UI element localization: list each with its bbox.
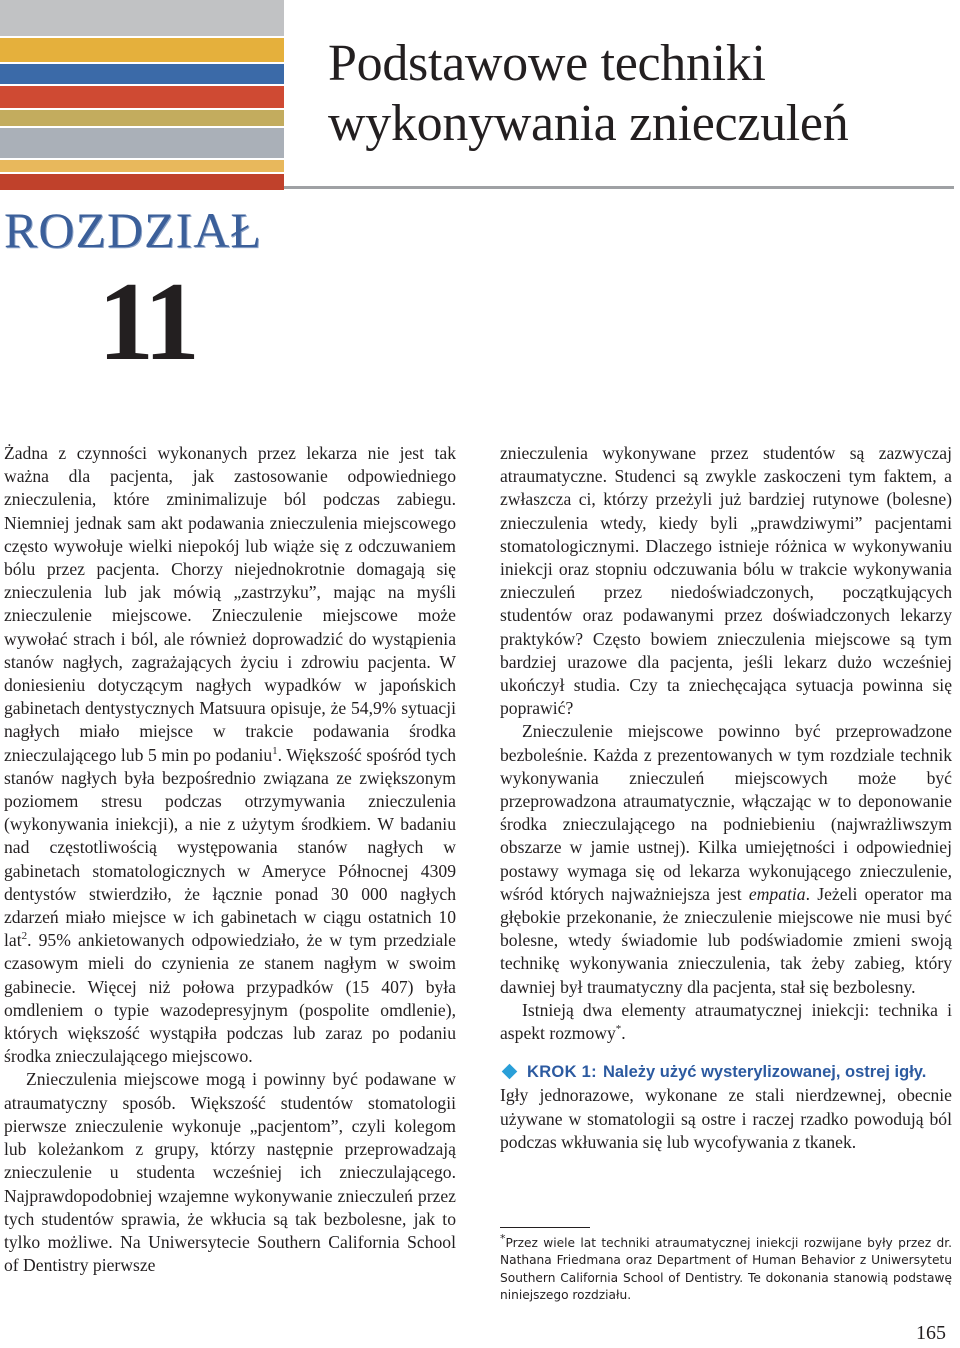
footnote-divider xyxy=(500,1227,590,1228)
text-run: . 95% ankietowanych odpowiedziało, że w tym przedziale czasowym mieli do czynienia ze stanem nagłym w swoim gabinecie. Więcej niż połowa przypadków (15 407) była omdleniem o typie wazodepresyjnym (pospolite omdlenie), których większość wystąpiła podczas lub zaraz po podaniu środka znieczulającego miejscowo. xyxy=(4,930,456,1067)
page-number: 165 xyxy=(916,1322,946,1344)
text-run: . Jeżeli operator ma głębokie przekonanie, że znieczulenie miejscowe nie musi być bolesne, wtedy świadomie lub podświadomie zmieni swoją technikę wykonywania znieczulenia, tak żeby zabieg, który dawniej był traumatyczny dla pacjenta, stał się bezbolesny. xyxy=(500,883,952,997)
stripe xyxy=(0,86,284,108)
chapter-title-line: wykonywania znieczuleń xyxy=(328,95,849,152)
stripe xyxy=(0,0,284,36)
chapter-title xyxy=(328,34,948,154)
paragraph xyxy=(4,442,456,1068)
text-run: Znieczulenie miejscowe powinno być przeprowadzone bezboleśnie. Każda z prezentowanych w tym rozdziale technik wykonywania znieczuleń miejscowych może być przeprowadzona atraumatycznie, włączając w to deponowanie środka znieczulającego na podniebieniu (najwrażliwszym obszarze w jamie ustnej). Kilka umiejętności i odpowiedniej postawy wymaga się od lekarza wykonującego znieczulenie, wśród których najważniejsza jest xyxy=(500,721,952,904)
stripe xyxy=(0,160,284,172)
paragraph: Znieczulenia miejscowe mogą i powinny być podawane w atraumatyczny sposób. Większość studentów stomatologii pierwsze znieczulenie wykonuje „pacjentom”, czyli kolegom lub koleżankom z grupy, którzy następnie przeprowadzają znieczulenie u studenta wcześniej ich znieczulającego. Najprawdopodobniej wzajemne wykonywanie znieczuleń przez tych studentów sprawia, że wkłucia są tak bezbolesne, jak to tylko możliwe. Na Uniwersytecie Southern California School of Dentistry pierwsze xyxy=(4,1069,456,1276)
text-run: Żadna z czynności wykonanych przez lekarza nie jest tak ważna dla pacjenta, jak zastosowanie odpowiedniego znieczulenia, które zminimalizuje ból podczas zabiegu. Niemniej jednak sam akt podawania znieczulenia miejscowego często wywołuje wielki niepokój lub wiąże się z odczuwaniem bólu przez pacjenta. Chorzy niejednokrotnie domagają się znieczulenia lub jak mówią „zastrzyku”, mając na myśli znieczulenie miejscowe. Znieczulenie miejscowe może wywołać strach i ból, ale również doprowadzić do wystąpienia stanów nagłych, zagrażających życiu i zdrowiu pacjenta. W doniesieniu dotyczącym nagłych wypadków w japońskich gabinetach dentystycznych Matsuura opisuje, że 54,9% sytuacji nagłych miało miejsce w trakcie podawania środka znieczulającego lub 5 min po podaniu xyxy=(4,443,456,765)
paragraph xyxy=(500,720,952,998)
stripe xyxy=(0,128,284,158)
step-label: KROK 1: xyxy=(527,1063,597,1082)
step-title: Należy użyć wysterylizowanej, ostrej igły. xyxy=(602,1063,927,1082)
footnote-text: Przez wiele lat techniki atraumatycznej iniekcji rozwijane były przez dr. Nathana Friedmana oraz Department of Human Behavior z Uniwersytetu Southern California School of Dentistry. Te dokonania stanowią podstawę niniejszego rozdziału. xyxy=(500,1236,952,1303)
chapter-number: 11 xyxy=(98,260,196,384)
right-column xyxy=(500,442,952,1154)
text-run: . Większość spośród tych stanów nagłych była bezpośrednio związana ze zwiększonym poziomem stresu podczas otrzymywania znieczulenia (wykonywania iniekcji), a nie z użytym środkiem. W badaniu nad częstotliwością występowania stanów nagłych w gabinetach stomatologicznych w Ameryce Północnej 4309 dentystów stwierdziło, że łącznie ponad 30 000 nagłych zdarzeń miało miejsce w ich gabinetach w ciągu ostatnich 10 lat xyxy=(4,744,456,951)
chapter-label: ROZDZIAŁ xyxy=(4,202,262,258)
stripe xyxy=(0,110,284,126)
left-column xyxy=(4,442,456,1277)
paragraph xyxy=(500,999,952,1045)
citation-ref: 2 xyxy=(21,930,28,943)
citation-ref: 1 xyxy=(272,744,278,757)
footnote-ref: * xyxy=(615,1023,622,1036)
text-run: . xyxy=(621,1023,626,1044)
footnote xyxy=(500,1231,952,1305)
footnote-mark: * xyxy=(500,1231,506,1245)
stripe xyxy=(0,64,284,84)
text-run: Istnieją dwa elementy atraumatycznej iniekcji: technika i aspekt rozmowy xyxy=(500,999,952,1044)
paragraph: znieczulenia wykonywane przez studentów są zazwyczaj atraumatyczne. Studenci są zwykle zaskoczeni tym faktem, a zwłaszcza ci, którzy przeżyli już bardziej rutynowe (bolesne) znieczulenia wtedy, kiedy byli „prawdziwymi” pacjentami stomatologicznymi. Dlaczego istnieje różnica w wykonywaniu iniekcji oraz stopniu odczuwania bólu w trakcie wykonywania znieczuleń przez niedoświadczonych, początkujących studentów oraz podawanymi przez doświadczonych lekarzy praktyków? Często bowiem znieczulenia miejscowe są tym bardziej urazowe dla pacjenta, jeśli lekarz dużo wcześniej ukończył studia. Czy ta zniechęcająca sytuacja powinna się poprawić? xyxy=(500,443,952,719)
emphasis: empatia xyxy=(748,883,806,904)
title-divider xyxy=(284,186,954,189)
stripe xyxy=(0,174,284,190)
chapter-title-line: Podstawowe techniki xyxy=(328,35,766,92)
step-heading xyxy=(500,1061,952,1084)
decorative-stripes xyxy=(0,0,284,196)
stripe xyxy=(0,38,284,62)
paragraph: Igły jednorazowe, wykonane ze stali nierdzewnej, obecnie używane w stomatologii są ostre i raczej rzadko powodują ból podczas wkłuwania się lub wycofywania z tkanek. xyxy=(500,1085,952,1152)
diamond-bullet-icon xyxy=(502,1064,518,1080)
